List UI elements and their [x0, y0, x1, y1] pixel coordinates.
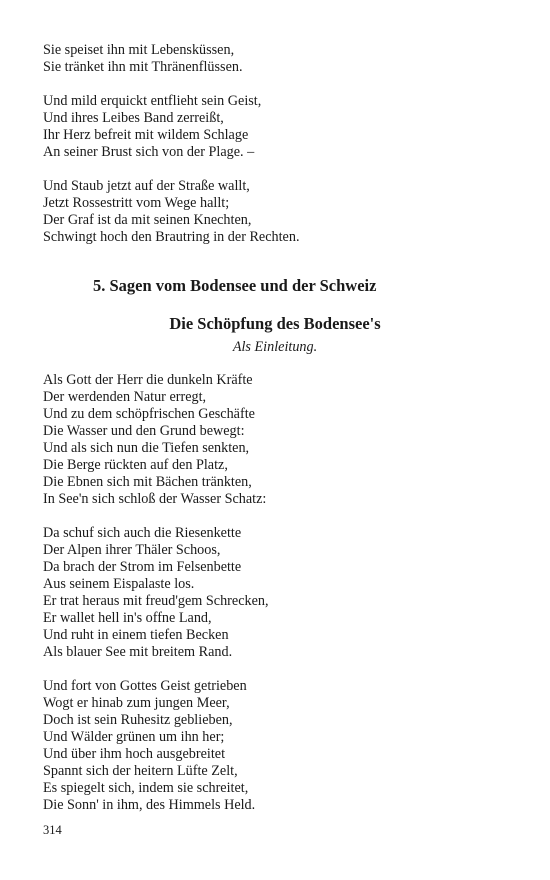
page-number: 314 — [43, 823, 62, 837]
verse-line: Als blauer See mit breitem Rand. — [43, 644, 233, 660]
verse-line: Und Wälder grünen um ihn her; — [43, 729, 225, 745]
stanza — [43, 678, 513, 814]
chapter-heading: 5. Sagen vom Bodensee und der Schweiz — [93, 276, 377, 295]
verse-line: Und als sich nun die Tiefen senkten, — [43, 440, 250, 456]
top-poem-fragment — [43, 42, 513, 246]
verse-line: Der Alpen ihrer Thäler Schoos, — [43, 542, 221, 558]
verse-line: Jetzt Rossestritt vom Wege hallt; — [43, 195, 230, 211]
verse-line: Schwingt hoch den Brautring in der Rechten. — [43, 229, 300, 245]
verse-line: Der werdenden Natur erregt, — [43, 389, 207, 405]
verse-line: Aus seinem Eispalaste los. — [43, 576, 195, 592]
verse-line: Und fort von Gottes Geist getrieben — [43, 678, 247, 694]
stanza — [43, 525, 513, 661]
verse-line: Die Wasser und den Grund bewegt: — [43, 423, 245, 439]
poem-title: Die Schöpfung des Bodensee's — [169, 314, 381, 333]
poem-subtitle: Als Einleitung. — [232, 339, 318, 355]
verse-line: Er wallet hell in's offne Land, — [43, 610, 212, 626]
verse-line: Und ruht in einem tiefen Becken — [43, 627, 229, 643]
stanza — [43, 178, 513, 246]
verse-line: Doch ist sein Ruhesitz geblieben, — [43, 712, 233, 728]
stanza-gap — [43, 661, 513, 678]
verse-line: Da brach der Strom im Felsenbette — [43, 559, 242, 575]
verse-line: Sie speiset ihn mit Lebensküssen, — [43, 42, 235, 58]
verse-line: Er trat heraus mit freud'gem Schrecken, — [43, 593, 269, 609]
verse-line: Und über ihm hoch ausgebreitet — [43, 746, 226, 762]
verse-line: Sie tränket ihn mit Thränenflüssen. — [43, 59, 243, 75]
verse-line: Als Gott der Herr die dunkeln Kräfte — [43, 372, 253, 388]
verse-line: Und Staub jetzt auf der Straße wallt, — [43, 178, 250, 194]
stanza — [43, 372, 513, 508]
verse-line: Der Graf ist da mit seinen Knechten, — [43, 212, 252, 228]
verse-line: Ihr Herz befreit mit wildem Schlage — [43, 127, 249, 143]
stanza — [43, 42, 513, 76]
verse-line: An seiner Brust sich von der Plage. – — [43, 144, 255, 160]
stanza-gap — [43, 508, 513, 525]
verse-line: Die Berge rückten auf den Platz, — [43, 457, 228, 473]
stanza-gap — [43, 76, 513, 93]
verse-line: In See'n sich schloß der Wasser Schatz: — [43, 491, 267, 507]
verse-line: Und zu dem schöpfrischen Geschäfte — [43, 406, 255, 422]
verse-line: Wogt er hinab zum jungen Meer, — [43, 695, 230, 711]
verse-line: Und mild erquickt entflieht sein Geist, — [43, 93, 262, 109]
stanza-gap — [43, 161, 513, 178]
verse-line: Die Ebnen sich mit Bächen tränkten, — [43, 474, 252, 490]
verse-line: Spannt sich der heitern Lüfte Zelt, — [43, 763, 238, 779]
verse-line: Es spiegelt sich, indem sie schreitet, — [43, 780, 249, 796]
verse-line: Da schuf sich auch die Riesenkette — [43, 525, 242, 541]
stanza — [43, 93, 513, 161]
poem-body — [43, 372, 513, 814]
verse-line: Und ihres Leibes Band zerreißt, — [43, 110, 224, 126]
verse-line: Die Sonn' in ihm, des Himmels Held. — [43, 797, 256, 813]
